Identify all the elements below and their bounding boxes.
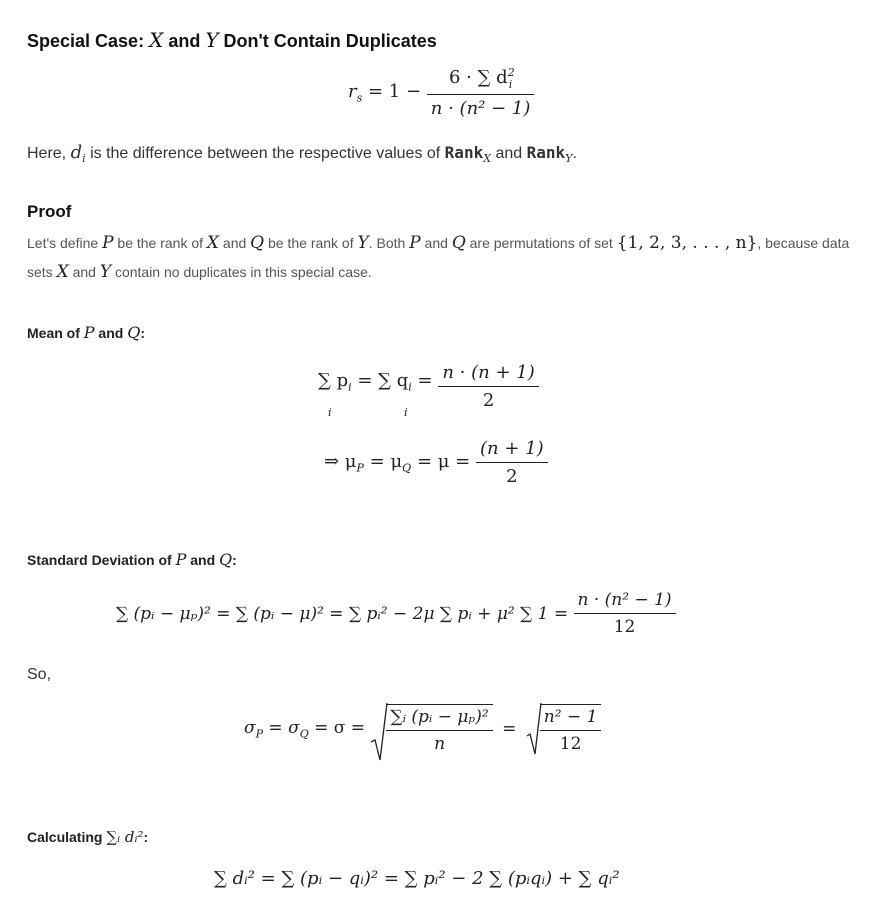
stddev-fraction [574,590,676,637]
section-title [27,28,437,52]
mean-heading-text: and [94,325,128,341]
calc-heading-sum: ∑ᵢ dᵢ² [106,828,144,846]
sum-index: i [404,405,408,419]
proof-text: and [420,235,452,251]
proof-text: Let's define [27,235,103,251]
proof-heading: Proof [27,202,72,221]
proof-text: sets [27,264,57,280]
mean-equation-1 [318,362,539,419]
var-q: Q [127,323,141,342]
sub-p: P [356,461,364,475]
proof-text: and [219,235,251,251]
var-x: X [56,262,69,282]
title-prefix: Special Case: [27,31,150,51]
mean-sum-q: = ∑ q [357,369,409,391]
stddev-fraction-den: 12 [613,617,636,637]
equals-sign: = [417,369,433,391]
sigma-equation: $\sigma_P = \sigma_Q = \sigma$ = $\frac{\text{∑ᵢ (pᵢ − μₚ)²}}{n}$ = $\frac{\text{n² − 1}}{12}$ [244,704,601,754]
sigma-q: σ [288,717,300,738]
formula-lhs-sub: s [356,91,363,105]
sigma-p: σ [244,717,256,738]
mu-p: ⇒ μ [324,450,357,472]
sum-index: i [328,405,332,419]
sqrt-2-den: 12 [559,734,582,754]
mean-equation-2 [324,438,548,487]
var-q: Q [250,233,265,253]
var-p: P [83,323,95,342]
sqrt-2 [526,704,602,754]
stddev-equation-body: ∑ (pᵢ − μₚ)² = ∑ (pᵢ − μ)² = ∑ pᵢ² − 2μ ∑ pᵢ + μ² ∑ 1 = [116,603,569,624]
formula-denominator: n · (n² − 1) [430,97,531,119]
explanation-rank-x-sub: X [483,152,492,166]
proof-text: , because data [757,235,850,251]
explanation-rank-y: Rank [526,143,566,162]
sqrt-2-num: n² − 1 [540,707,602,731]
sub-q: Q [402,461,412,475]
var-p: P [175,550,187,569]
mean-sum-p: ∑ p [318,369,349,391]
proof-text: and [68,264,100,280]
sub-i: i [408,380,412,394]
mean-fraction-2 [476,438,548,487]
var-q: Q [219,550,233,569]
stddev-fraction-num: n · (n² − 1) [574,590,676,614]
calc-equation: ∑ dᵢ² = ∑ (pᵢ − qᵢ)² = ∑ pᵢ² − 2 ∑ (pᵢqᵢ) + ∑ qᵢ² [214,868,620,889]
title-var-y: Y [205,28,219,52]
formula-numerator: 6 · ∑ d [448,67,508,88]
formula-fraction [427,66,535,119]
mu-q: = μ [369,450,403,472]
sqrt-1 [370,704,492,754]
var-p: P [102,233,114,253]
mean-fraction-1-den: 2 [482,390,495,411]
calc-heading [27,828,148,846]
mean-heading-text: : [140,325,146,341]
sigma-sub-p: P [255,727,264,741]
stddev-heading [27,550,237,569]
var-y: Y [357,233,369,253]
proof-text: be the rank of [113,235,207,251]
explanation-rank-y-sub: Y [565,152,573,166]
title-and: and [163,31,206,51]
explanation-rank-x: Rank [444,143,484,162]
sqrt-1-num: ∑ᵢ (pᵢ − μₚ)² [386,707,492,731]
proof-line-1 [27,233,849,253]
set-notation: {1, 2, 3, . . . , n} [616,233,758,253]
formula-lhs: r [348,80,357,102]
proof-text: be the rank of [264,235,358,251]
mean-fraction-1 [438,362,538,411]
var-x: X [206,233,220,253]
explanation-end: . [572,145,577,162]
sqrt-2-radical [526,702,542,758]
explanation-here: Here, [27,145,71,162]
stddev-equation [116,590,676,637]
calc-heading-text: Calculating [27,829,107,845]
explanation-and: and [491,145,527,162]
sigma-sub-q: Q [299,727,309,741]
proof-text: contain no duplicates in this special case. [111,264,372,280]
stddev-heading-text: Standard Deviation of [27,552,176,568]
explanation-line [27,142,577,165]
explanation-middle: is the difference between the respective values of [85,145,445,162]
mean-heading [27,323,145,342]
title-var-x: X [149,28,164,52]
mean-heading-text: Mean of [27,325,84,341]
mean-fraction-2-den: 2 [506,466,518,487]
mean-fraction-1-num: n · (n + 1) [438,362,538,387]
formula-numerator-sub: i [508,77,513,91]
sqrt-1-radical [370,702,388,764]
title-suffix: Don't Contain Duplicates [218,31,437,51]
stddev-heading-text: : [232,552,237,568]
mu-equals: = μ = [416,450,471,472]
stddev-heading-text: and [186,552,220,568]
proof-text: . Both [368,235,410,251]
equals-sign: = [502,719,517,739]
formula-one-minus: = 1 − [368,80,422,102]
formula-numerator-sup: 2 [507,66,515,79]
sigma-equals: = σ = [314,717,366,738]
proof-line-2 [27,262,372,282]
calc-heading-text: : [143,829,149,845]
var-p: P [409,233,421,253]
var-y: Y [99,262,112,282]
proof-text: are permutations of set [465,235,617,251]
sub-i: i [348,380,352,394]
spearman-formula [348,66,534,119]
mean-fraction-2-num: (n + 1) [476,438,548,463]
var-q: Q [451,233,466,253]
so-text: So, [27,666,52,683]
sqrt-1-den: n [434,734,446,754]
explanation-d-sub: i [82,152,86,166]
explanation-d: d [70,142,83,163]
